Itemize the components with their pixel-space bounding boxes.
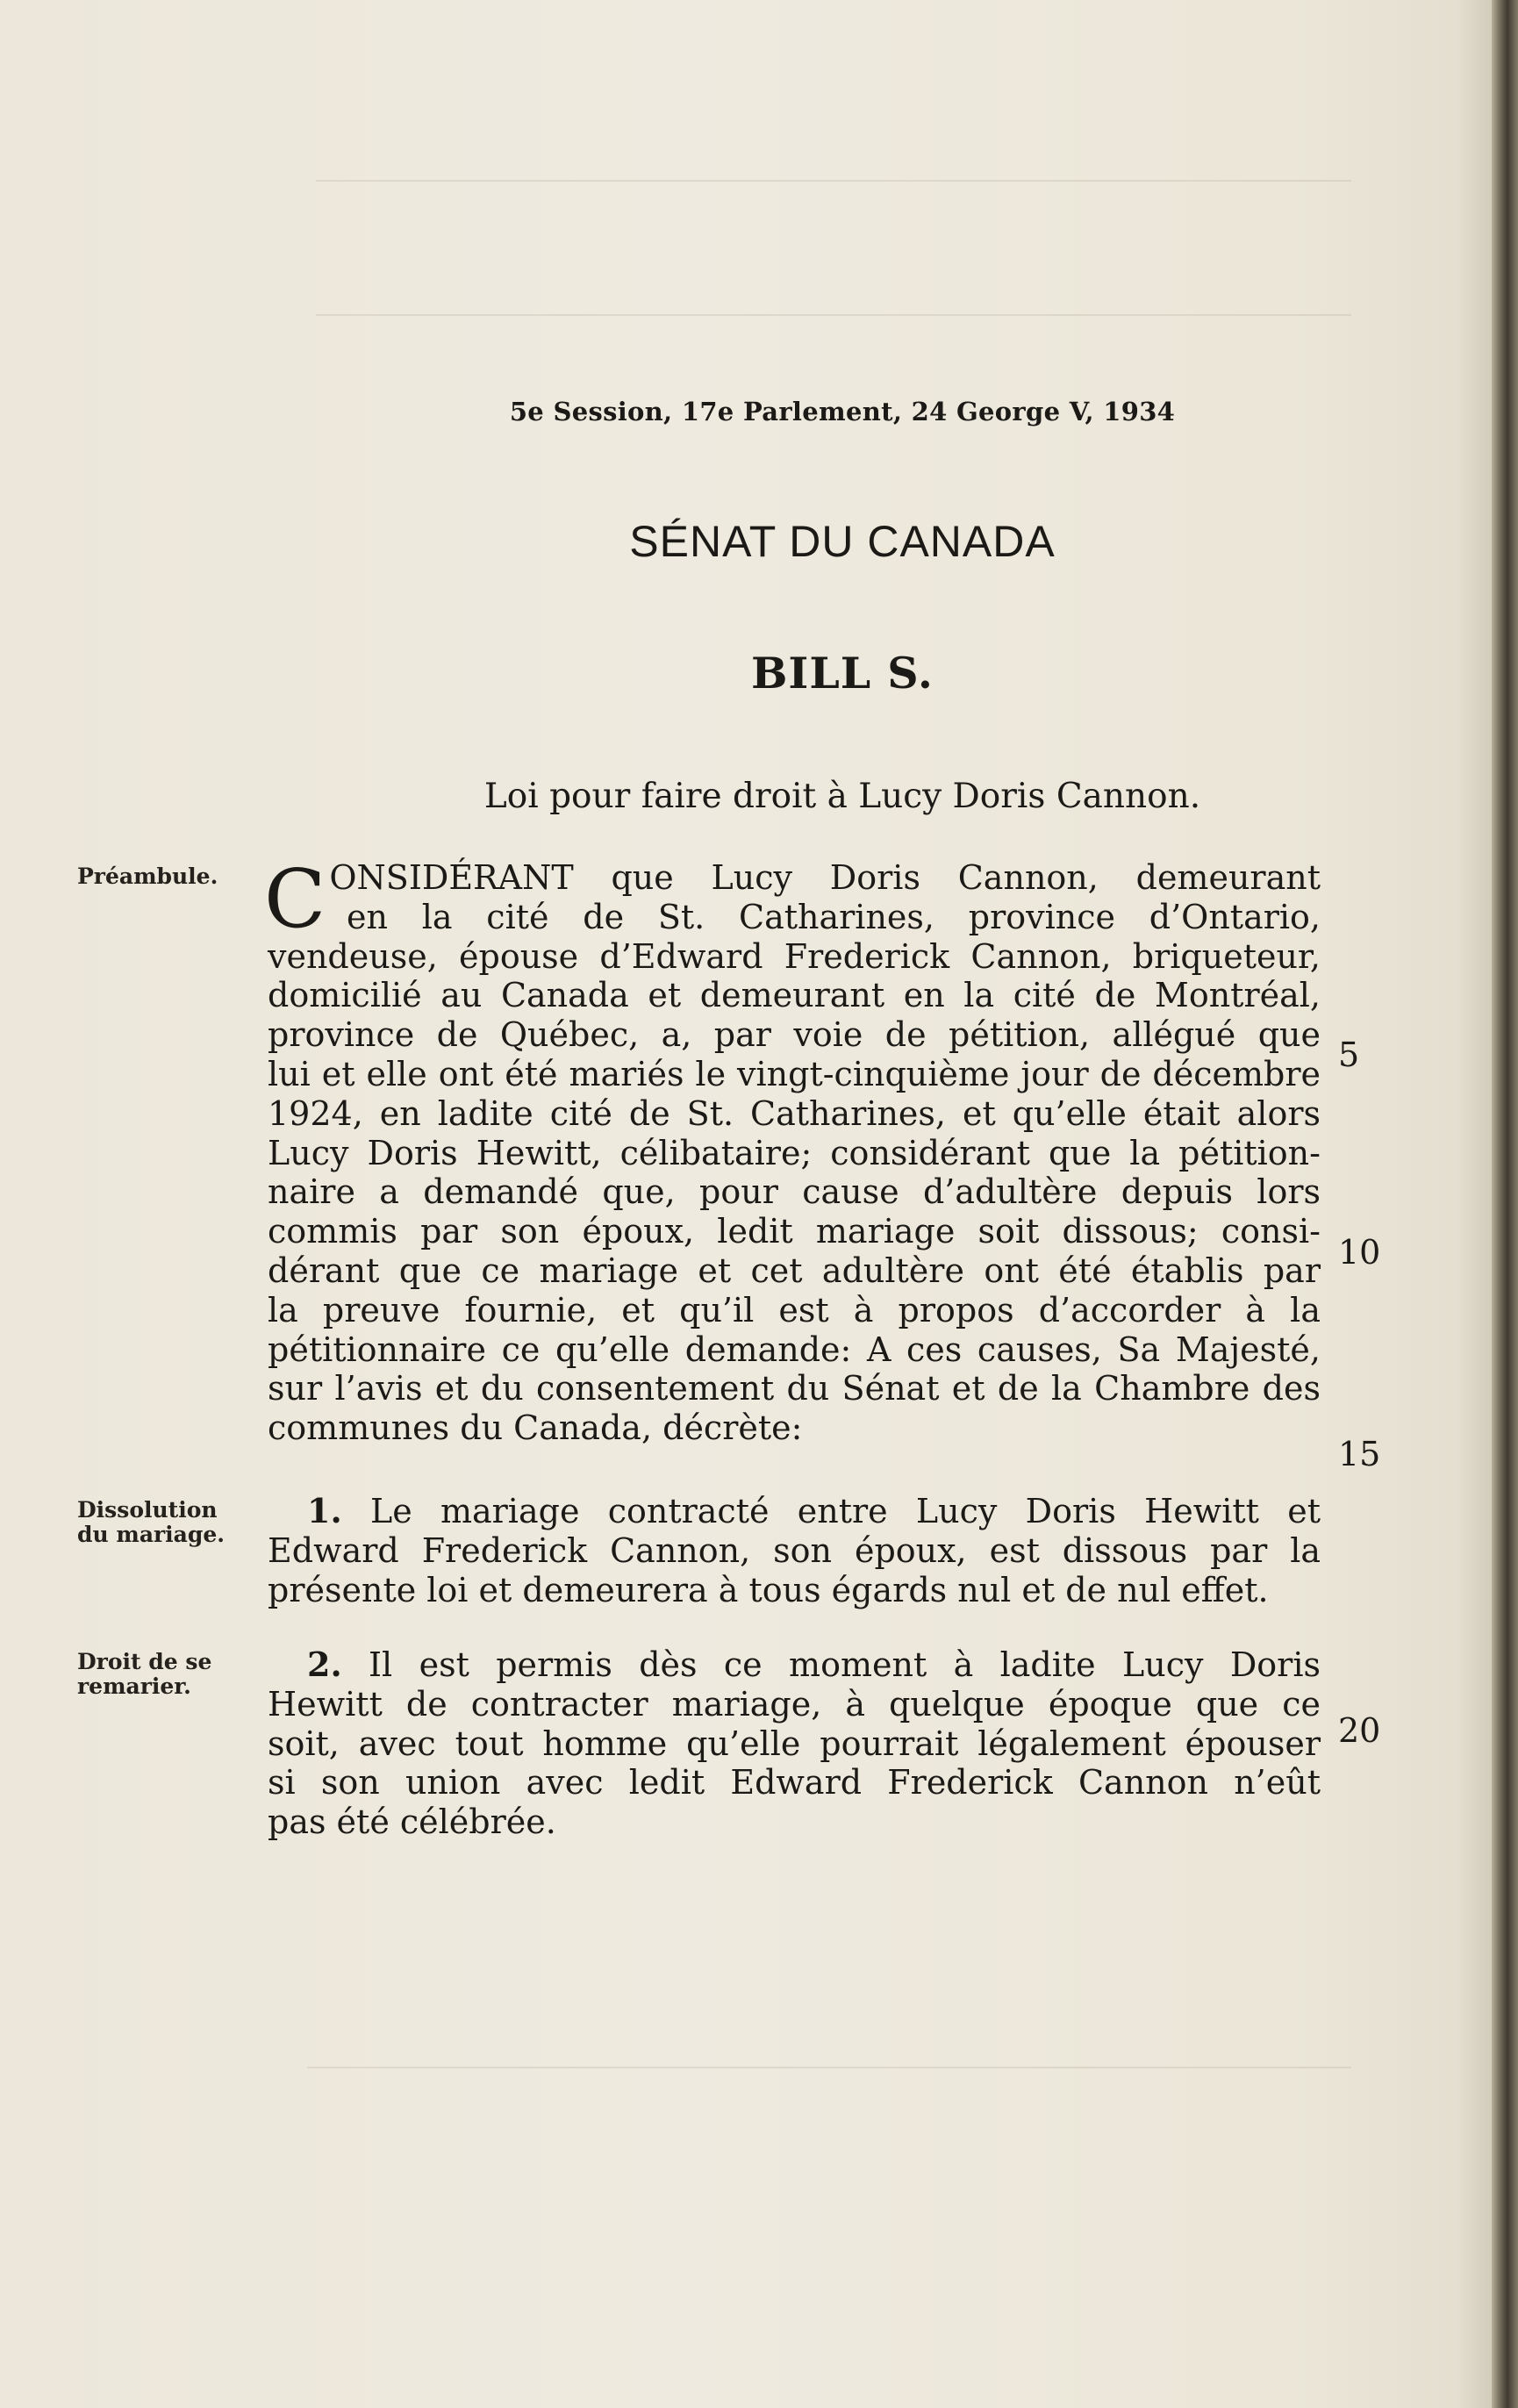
preamble-text [264,852,1321,1448]
margin-note-dissolution [77,1498,244,1547]
section-2-line: si son union avec ledit Edward Frederick Cannon n’eût [268,1763,1321,1802]
section-2-line: pas été célébrée. [268,1802,556,1842]
preamble-line: lui et elle ont été mariés le vingt-cinquième jour de décembre [268,1054,1321,1093]
preamble-line: sur l’avis et du consentement du Sénat et de la Chambre des [268,1369,1321,1408]
show-through-rule [316,314,1351,316]
line-number: 15 [1338,1435,1381,1473]
margin-note-line: Dissolution [77,1497,218,1523]
section-1-first-line: Le mariage contracté entre Lucy Doris Hewitt et [369,1492,1321,1530]
preamble-line: province de Québec, a, par voie de pétition, allégué que [268,1015,1321,1055]
binding-edge [1492,0,1518,2408]
drop-cap: C [264,852,326,946]
preamble-line: domicilié au Canada et demeurant en la cité de Montréal, [268,976,1321,1015]
section-1-line [268,1492,1321,1531]
section-2-line [268,1645,1321,1685]
margin-note-line: du mariage. [77,1522,225,1547]
preamble-line: Lucy Doris Hewitt, célibataire; considérant que la pétition- [268,1133,1321,1172]
preamble-line: naire a demandé que, pour cause d’adultère depuis lors [268,1172,1321,1212]
preamble-line: 1924, en ladite cité de St. Catharines, et qu’elle était alors [268,1093,1321,1133]
section-2-text [268,1645,1321,1842]
binding-shadow [1457,0,1492,2408]
session-heading: 5e Session, 17e Parlement, 24 George V, 1934 [509,397,1176,426]
line-number: 20 [1338,1711,1381,1750]
section-2-first-line: Il est permis dès ce moment à ladite Lucy Doris [369,1645,1321,1684]
preamble-line: la preuve fournie, et qu’il est à propos d’accorder à la [268,1290,1321,1329]
preamble-line: commis par son époux, ledit mariage soit dissous; consi- [268,1212,1321,1251]
preamble-line: vendeuse, épouse d’Edward Frederick Cannon, briqueteur, [268,936,1321,976]
bill-title: BILL S. [750,648,934,699]
bill-subtitle: Loi pour faire droit à Lucy Doris Cannon. [483,777,1201,816]
preamble-line: dérant que ce mariage et cet adultère ont été établis par [268,1251,1321,1290]
preamble-line: pétitionnaire ce qu’elle demande: A ces causes, Sa Majesté, [268,1329,1321,1369]
margin-note-line: Droit de se [77,1649,212,1674]
preamble-line: communes du Canada, décrète: [268,1408,803,1448]
line-number: 5 [1338,1036,1360,1074]
section-2-line: Hewitt de contracter mariage, à quelque époque que ce [268,1684,1321,1724]
show-through-rule [307,2067,1351,2068]
margin-note-preamble: Préambule. [77,864,218,889]
section-number: 1. [307,1491,342,1530]
preamble-line: en la cité de St. Catharines, province d’Ontario, [347,897,1321,936]
show-through-rule [316,180,1351,182]
section-1-line: Edward Frederick Cannon, son époux, est dissous par la [268,1530,1321,1570]
section-2-line: soit, avec tout homme qu’elle pourrait légalement épouser [268,1724,1321,1763]
section-number: 2. [307,1645,342,1684]
margin-note-remarriage [77,1650,244,1699]
line-number: 10 [1338,1233,1381,1272]
margin-note-line: remarier. [77,1673,191,1699]
section-1-line: présente loi et demeurera à tous égards nul et de nul effet. [268,1570,1269,1609]
section-1-text [268,1492,1321,1609]
preamble-line: ONSIDÉRANT que Lucy Doris Cannon, demeurant [329,858,1321,897]
chamber-title: SÉNAT DU CANADA [629,517,1056,566]
